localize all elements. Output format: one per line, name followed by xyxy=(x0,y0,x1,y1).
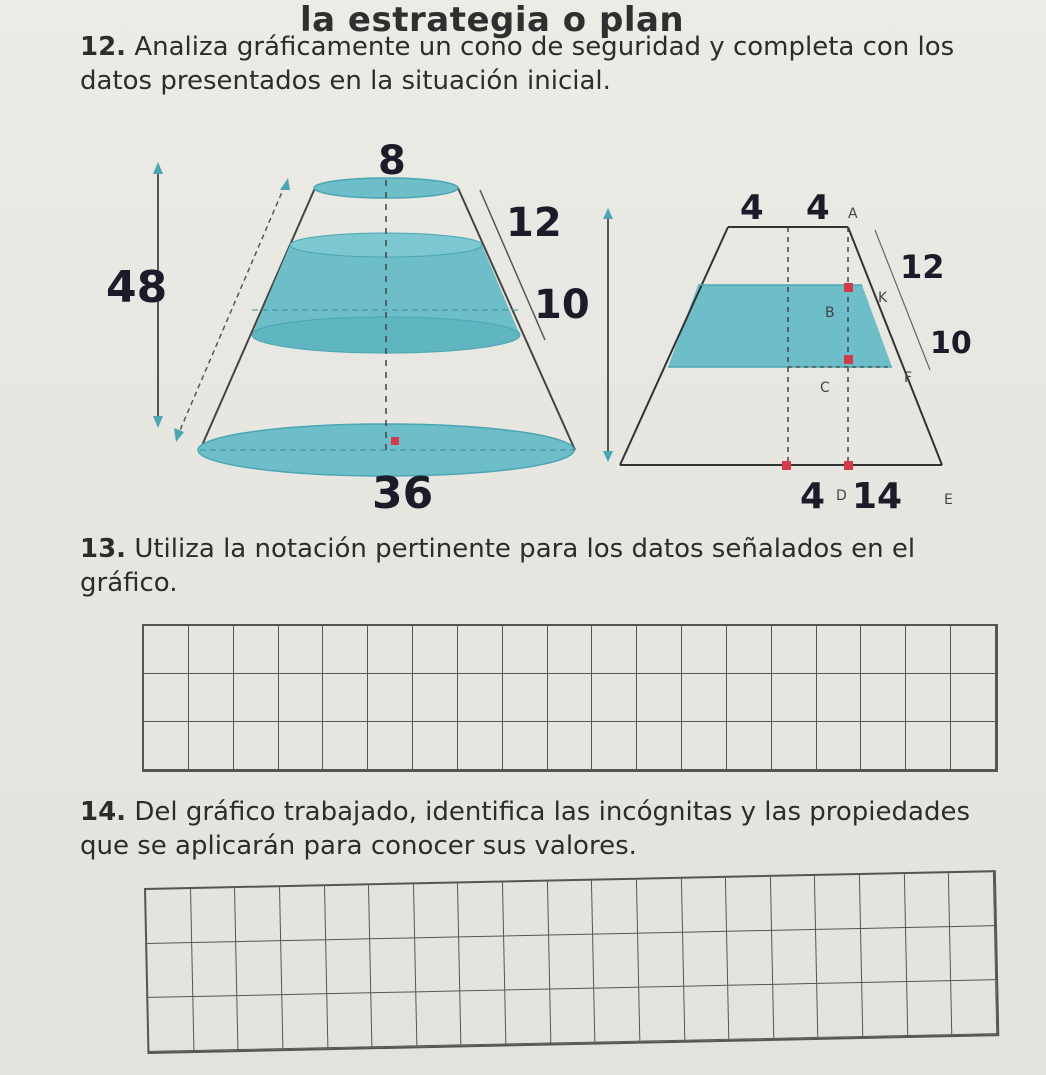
handwritten-upper-slant: 12 xyxy=(900,248,945,286)
grid-cell[interactable] xyxy=(280,886,326,941)
grid-cell[interactable] xyxy=(189,674,234,722)
grid-cell[interactable] xyxy=(683,932,729,987)
question-text: Del gráfico trabajado, identifica las incógnitas y las propiedades que se aplicarán para conocer sus valores. xyxy=(80,797,971,861)
grid-cell[interactable] xyxy=(148,997,194,1052)
grid-cell[interactable] xyxy=(817,722,862,770)
grid-cell[interactable] xyxy=(460,936,506,991)
grid-cell[interactable] xyxy=(458,674,503,722)
grid-cell[interactable] xyxy=(818,983,864,1038)
answer-grid-14[interactable] xyxy=(144,870,999,1054)
grid-cell[interactable] xyxy=(862,982,908,1037)
grid-cell[interactable] xyxy=(592,722,637,770)
handwritten-top-right: 4 xyxy=(806,188,830,228)
grid-cell[interactable] xyxy=(637,722,682,770)
grid-cell[interactable] xyxy=(146,889,192,944)
question-text: Utiliza la notación pertinente para los datos señalados en el gráfico. xyxy=(80,534,916,598)
grid-cell[interactable] xyxy=(369,884,415,939)
grid-cell[interactable] xyxy=(861,928,907,983)
grid-cell[interactable] xyxy=(816,929,862,984)
point-label-k: K xyxy=(878,290,888,306)
grid-cell[interactable] xyxy=(414,883,460,938)
grid-cell[interactable] xyxy=(592,674,637,722)
grid-cell[interactable] xyxy=(147,943,193,998)
answer-grid-13[interactable] xyxy=(142,624,998,772)
grid-cell[interactable] xyxy=(282,994,328,1049)
grid-cell[interactable] xyxy=(323,722,368,770)
grid-cell[interactable] xyxy=(548,674,593,722)
point-label-b: B xyxy=(825,305,835,321)
grid-cell[interactable] xyxy=(371,992,417,1047)
grid-cell[interactable] xyxy=(905,873,951,928)
grid-cell[interactable] xyxy=(144,626,189,674)
grid-cell[interactable] xyxy=(728,985,774,1040)
grid-cell[interactable] xyxy=(279,674,324,722)
grid-cell[interactable] xyxy=(906,722,951,770)
grid-cell[interactable] xyxy=(144,674,189,722)
grid-cell[interactable] xyxy=(549,935,595,990)
grid-cell[interactable] xyxy=(503,882,549,937)
point-label-e: E xyxy=(944,492,953,508)
grid-cell[interactable] xyxy=(234,626,279,674)
grid-cell[interactable] xyxy=(772,930,818,985)
grid-cell[interactable] xyxy=(503,674,548,722)
grid-cell[interactable] xyxy=(461,990,507,1045)
point-label-d: D xyxy=(836,488,847,504)
handwritten-lower-slant: 10 xyxy=(534,282,590,328)
grid-cell[interactable] xyxy=(238,995,284,1050)
grid-cell[interactable] xyxy=(413,722,458,770)
grid-cell[interactable] xyxy=(951,722,996,770)
grid-cell[interactable] xyxy=(593,934,639,989)
grid-cell[interactable] xyxy=(815,875,861,930)
grid-cell[interactable] xyxy=(413,626,458,674)
grid-cell[interactable] xyxy=(727,931,773,986)
grid-cell[interactable] xyxy=(637,626,682,674)
grid-cell[interactable] xyxy=(950,926,996,981)
grid-cell[interactable] xyxy=(144,722,189,770)
grid-cell[interactable] xyxy=(323,626,368,674)
grid-cell[interactable] xyxy=(413,674,458,722)
grid-cell[interactable] xyxy=(906,626,951,674)
handwritten-lower-slant: 10 xyxy=(930,326,972,361)
grid-cell[interactable] xyxy=(235,887,281,942)
handwritten-bottom-diameter: 36 xyxy=(372,468,434,519)
question-number: 13. xyxy=(80,534,127,564)
grid-cell[interactable] xyxy=(861,626,906,674)
grid-cell[interactable] xyxy=(458,626,503,674)
grid-cell[interactable] xyxy=(906,674,951,722)
grid-cell[interactable] xyxy=(415,937,461,992)
grid-cell[interactable] xyxy=(682,878,728,933)
question-number: 12. xyxy=(80,32,127,62)
grid-cell[interactable] xyxy=(682,626,727,674)
question-number: 14. xyxy=(80,797,127,827)
grid-cell[interactable] xyxy=(637,674,682,722)
grid-cell[interactable] xyxy=(370,938,416,993)
grid-cell[interactable] xyxy=(860,874,906,929)
grid-cell[interactable] xyxy=(727,674,772,722)
grid-cell[interactable] xyxy=(548,881,594,936)
grid-cell[interactable] xyxy=(193,996,239,1051)
grid-cell[interactable] xyxy=(503,626,548,674)
question-text: Analiza gráficamente un cono de seguridad y completa con los datos presentados en la situación inicial. xyxy=(80,32,955,96)
grid-cell[interactable] xyxy=(682,722,727,770)
grid-cell[interactable] xyxy=(550,989,596,1044)
grid-cell[interactable] xyxy=(592,880,638,935)
grid-cell[interactable] xyxy=(726,877,772,932)
grid-cell[interactable] xyxy=(281,940,327,995)
handwritten-upper-slant: 12 xyxy=(506,200,562,246)
grid-cell[interactable] xyxy=(861,674,906,722)
grid-cell[interactable] xyxy=(906,927,952,982)
grid-cell[interactable] xyxy=(595,988,641,1043)
grid-cell[interactable] xyxy=(234,722,279,770)
question-13 xyxy=(80,532,1010,600)
grid-cell[interactable] xyxy=(189,626,234,674)
grid-cell[interactable] xyxy=(504,936,550,991)
grid-cell[interactable] xyxy=(505,990,551,1045)
section-header: la estrategia o plan xyxy=(300,0,685,40)
grid-cell[interactable] xyxy=(727,626,772,674)
grid-cell[interactable] xyxy=(951,626,996,674)
grid-cell[interactable] xyxy=(682,674,727,722)
handwritten-top-left: 4 xyxy=(740,188,764,228)
question-14 xyxy=(80,795,1010,863)
grid-cell[interactable] xyxy=(951,674,996,722)
grid-cell[interactable] xyxy=(817,674,862,722)
question-12 xyxy=(80,30,1010,98)
grid-cell[interactable] xyxy=(592,626,637,674)
handwritten-bottom-right: 14 xyxy=(852,476,903,517)
grid-cell[interactable] xyxy=(817,626,862,674)
grid-cell[interactable] xyxy=(234,674,279,722)
grid-cell[interactable] xyxy=(772,674,817,722)
grid-cell[interactable] xyxy=(771,876,817,931)
grid-cell[interactable] xyxy=(368,674,413,722)
grid-cell[interactable] xyxy=(236,941,282,996)
grid-cell[interactable] xyxy=(772,626,817,674)
grid-cell[interactable] xyxy=(861,722,906,770)
grid-cell[interactable] xyxy=(637,879,683,934)
grid-cell[interactable] xyxy=(323,674,368,722)
handwritten-top-diameter: 8 xyxy=(378,138,406,184)
grid-cell[interactable] xyxy=(773,984,819,1039)
grid-cell[interactable] xyxy=(326,939,372,994)
grid-cell[interactable] xyxy=(458,882,504,937)
grid-cell[interactable] xyxy=(458,722,503,770)
point-label-a: A xyxy=(848,206,858,222)
grid-cell[interactable] xyxy=(772,722,817,770)
grid-cell[interactable] xyxy=(279,722,324,770)
grid-cell[interactable] xyxy=(416,991,462,1046)
grid-cell[interactable] xyxy=(503,722,548,770)
grid-cell[interactable] xyxy=(907,981,953,1036)
grid-cell[interactable] xyxy=(548,722,593,770)
grid-cell[interactable] xyxy=(951,980,997,1035)
point-label-c: C xyxy=(820,380,830,396)
grid-cell[interactable] xyxy=(684,986,730,1041)
handwritten-bottom-left: 4 xyxy=(800,476,826,517)
grid-cell[interactable] xyxy=(368,626,413,674)
grid-cell[interactable] xyxy=(548,626,593,674)
grid-cell[interactable] xyxy=(368,722,413,770)
grid-cell[interactable] xyxy=(639,987,685,1042)
grid-cell[interactable] xyxy=(727,722,772,770)
grid-cell[interactable] xyxy=(638,933,684,988)
grid-cell[interactable] xyxy=(327,993,373,1048)
point-label-f: F xyxy=(904,370,913,386)
grid-cell[interactable] xyxy=(949,872,995,927)
handwritten-height: 48 xyxy=(106,262,168,313)
grid-cell[interactable] xyxy=(279,626,324,674)
grid-cell[interactable] xyxy=(192,942,238,997)
grid-cell[interactable] xyxy=(189,722,234,770)
grid-cell[interactable] xyxy=(191,888,237,943)
grid-cell[interactable] xyxy=(325,885,371,940)
